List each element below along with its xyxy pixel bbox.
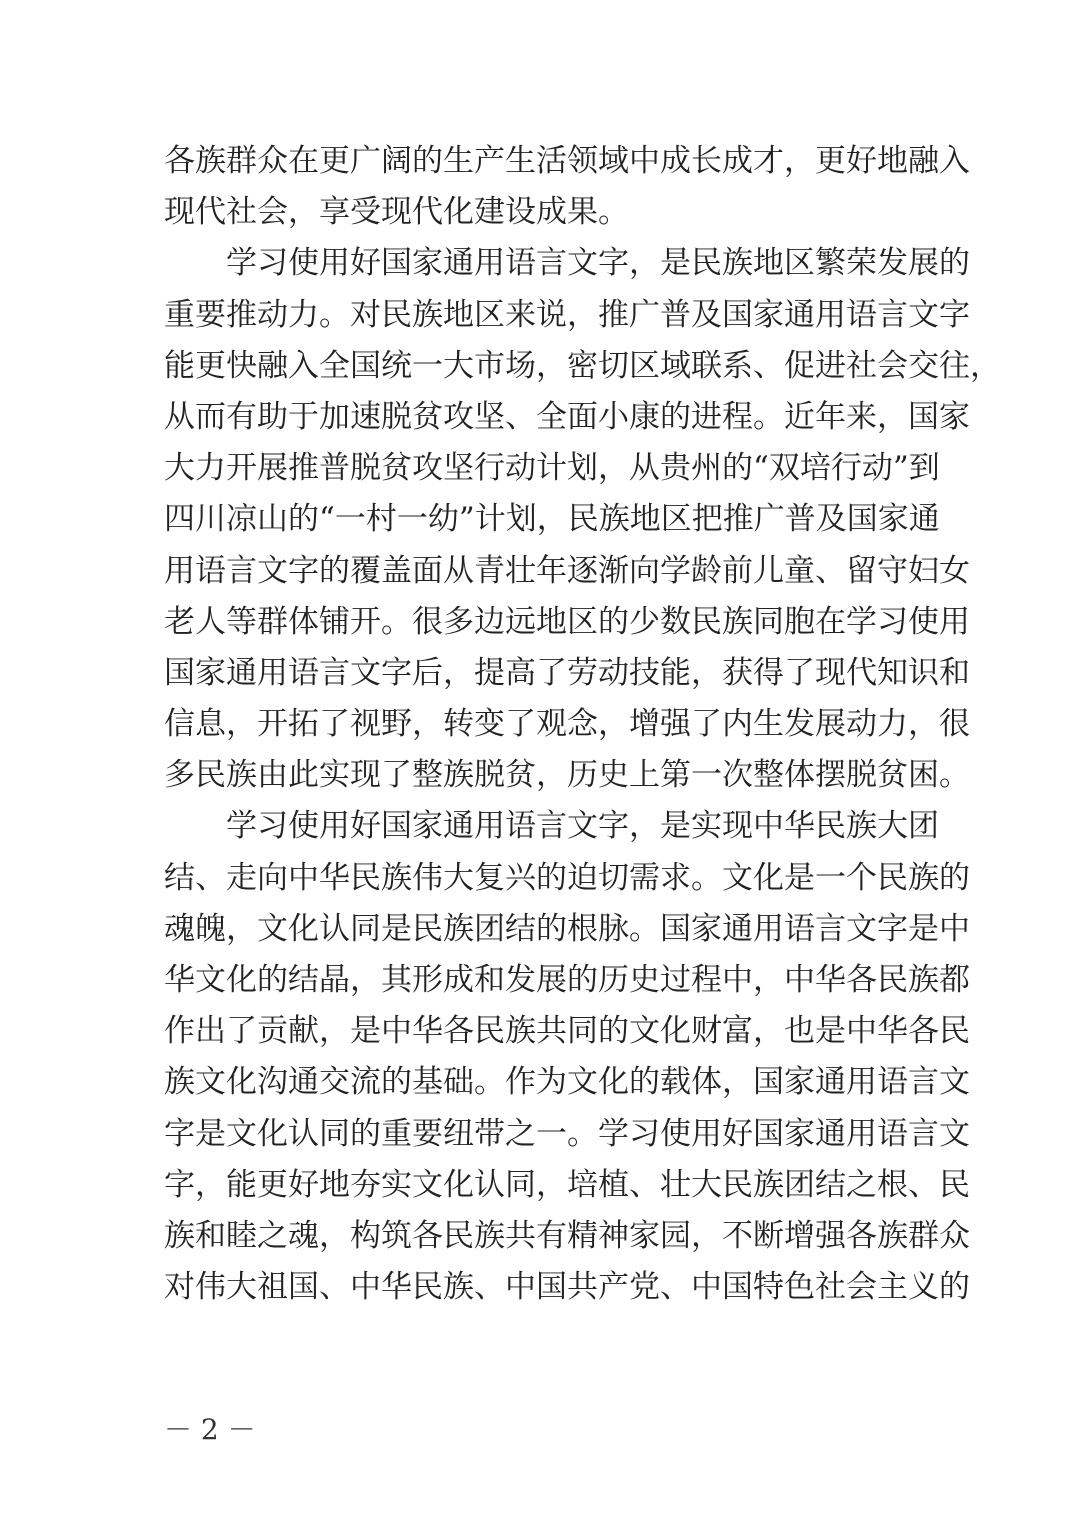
text-line: 多民族由此实现了整族脱贫，历史上第一次整体摆脱贫困。 [164, 757, 970, 794]
text-line: 对伟大祖国、中华民族、中国共产党、中国特色社会主义的 [164, 1269, 970, 1306]
text-line: 现代社会，享受现代化建设成果。 [164, 194, 629, 231]
text-line: 结、走向中华民族伟大复兴的迫切需求。文化是一个民族的 [164, 859, 970, 896]
text-line: 作出了贡献，是中华各民族共同的文化财富，也是中华各民 [164, 1013, 970, 1050]
text-line: 能更快融入全国统一大市场，密切区域联系、促进社会交往， [164, 347, 1001, 384]
text-line: 四川凉山的“一村一幼”计划，民族地区把推广普及国家通 [164, 501, 940, 538]
page-number: － 2 － [164, 1413, 256, 1446]
text-line: 字是文化认同的重要纽带之一。学习使用好国家通用语言文 [164, 1115, 970, 1152]
text-line: 各族群众在更广阔的生产生活领域中成长成才，更好地融入 [164, 143, 970, 179]
text-line: 族和睦之魂，构筑各民族共有精神家园，不断增强各族群众 [164, 1217, 970, 1254]
text-line: 大力开展推普脱贫攻坚行动计划，从贵州的“双培行动”到 [164, 450, 940, 487]
text-line: 信息，开拓了视野，转变了观念，增强了内生发展动力，很 [164, 706, 970, 743]
text-line: 从而有助于加速脱贫攻坚、全面小康的进程。近年来，国家 [164, 398, 970, 435]
text-line: 老人等群体铺开。很多边远地区的少数民族同胞在学习使用 [164, 603, 970, 640]
body-text [164, 136, 1001, 1313]
text-line: 族文化沟通交流的基础。作为文化的载体，国家通用语言文 [164, 1064, 970, 1101]
text-line: 字，能更好地夯实文化认同，培植、壮大民族团结之根、民 [164, 1166, 970, 1203]
text-line: 华文化的结晶，其形成和发展的历史过程中，中华各民族都 [164, 962, 970, 998]
text-line: 用语言文字的覆盖面从青壮年逐渐向学龄前儿童、留守妇女 [164, 552, 970, 589]
text-line: 国家通用语言文字后，提高了劳动技能，获得了现代知识和 [164, 654, 970, 691]
text-line: 魂魄，文化认同是民族团结的根脉。国家通用语言文字是中 [164, 910, 970, 947]
text-line: 学习使用好国家通用语言文字，是民族地区繁荣发展的 [164, 245, 970, 282]
text-line: 重要推动力。对民族地区来说，推广普及国家通用语言文字 [164, 296, 970, 333]
text-line: 学习使用好国家通用语言文字，是实现中华民族大团 [164, 808, 939, 845]
